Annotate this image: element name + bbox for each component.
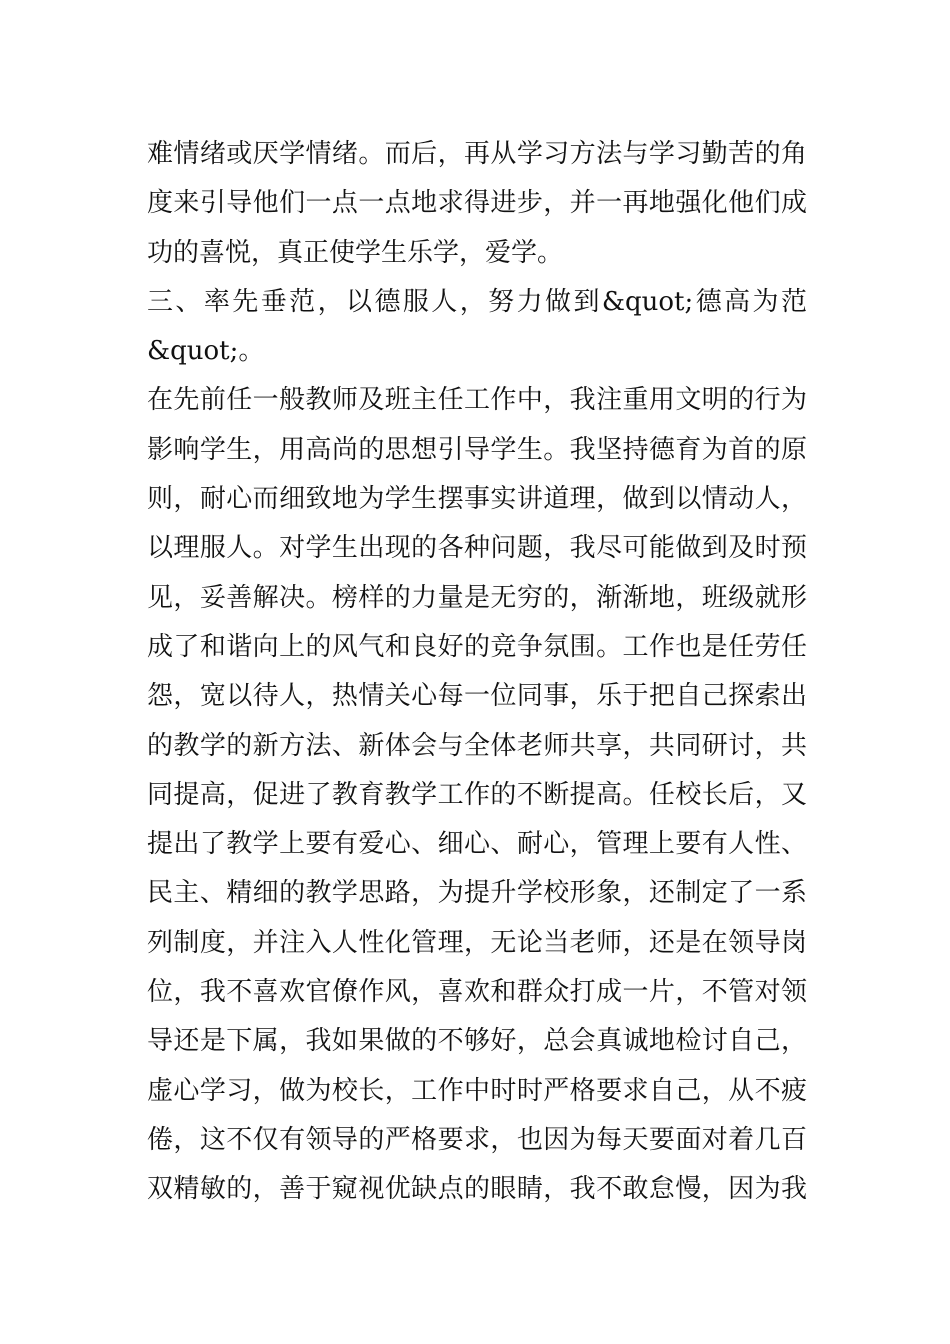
text-line: 见，妥善解决。榜样的力量是无穷的，渐渐地，班级就形 bbox=[147, 582, 807, 613]
text-line: 列制度，并注入人性化管理，无论当老师，还是在领导岗 bbox=[147, 927, 807, 958]
text-line: 影响学生，用高尚的思想引导学生。我坚持德育为首的原 bbox=[147, 434, 807, 465]
text-line: 双精敏的，善于窥视优缺点的眼睛，我不敢怠慢，因为我 bbox=[147, 1174, 807, 1205]
text-line: 度来引导他们一点一点地求得进步，并一再地强化他们成 bbox=[147, 188, 807, 219]
text-line: 位，我不喜欢官僚作风，喜欢和群众打成一片，不管对领 bbox=[147, 977, 807, 1008]
text-line: 则，耐心而细致地为学生摆事实讲道理，做到以情动人， bbox=[147, 484, 807, 515]
text-line: 成了和谐向上的风气和良好的竞争氛围。工作也是任劳任 bbox=[147, 631, 807, 662]
section-heading-continued: &quot;。 bbox=[147, 336, 265, 367]
text-line: 的教学的新方法、新体会与全体老师共享，共同研讨，共 bbox=[147, 730, 807, 761]
text-line: 以理服人。对学生出现的各种问题，我尽可能做到及时预 bbox=[147, 533, 807, 564]
text-line: 民主、精细的教学思路，为提升学校形象，还制定了一系 bbox=[147, 878, 807, 909]
text-line: 提出了教学上要有爱心、细心、耐心，管理上要有人性、 bbox=[147, 829, 807, 860]
text-line: 难情绪或厌学情绪。而后，再从学习方法与学习勤苦的角 bbox=[147, 139, 807, 169]
body-text bbox=[147, 130, 807, 1215]
text-line: 怨，宽以待人，热情关心每一位同事，乐于把自己探索出 bbox=[147, 681, 807, 712]
text-line: 虚心学习，做为校长，工作中时时严格要求自己，从不疲 bbox=[147, 1075, 807, 1106]
text-line: 倦，这不仅有领导的严格要求，也因为每天要面对着几百 bbox=[147, 1124, 807, 1155]
text-line: 功的喜悦，真正使学生乐学，爱学。 bbox=[147, 237, 564, 268]
text-line: 在先前任一般教师及班主任工作中，我注重用文明的行为 bbox=[147, 385, 807, 416]
text-line: 同提高，促进了教育教学工作的不断提高。任校长后，又 bbox=[147, 779, 807, 810]
text-line: 导还是下属，我如果做的不够好，总会真诚地检讨自己， bbox=[147, 1026, 807, 1057]
section-heading: 三、率先垂范，以德服人，努力做到&quot;德高为范 bbox=[147, 286, 807, 317]
